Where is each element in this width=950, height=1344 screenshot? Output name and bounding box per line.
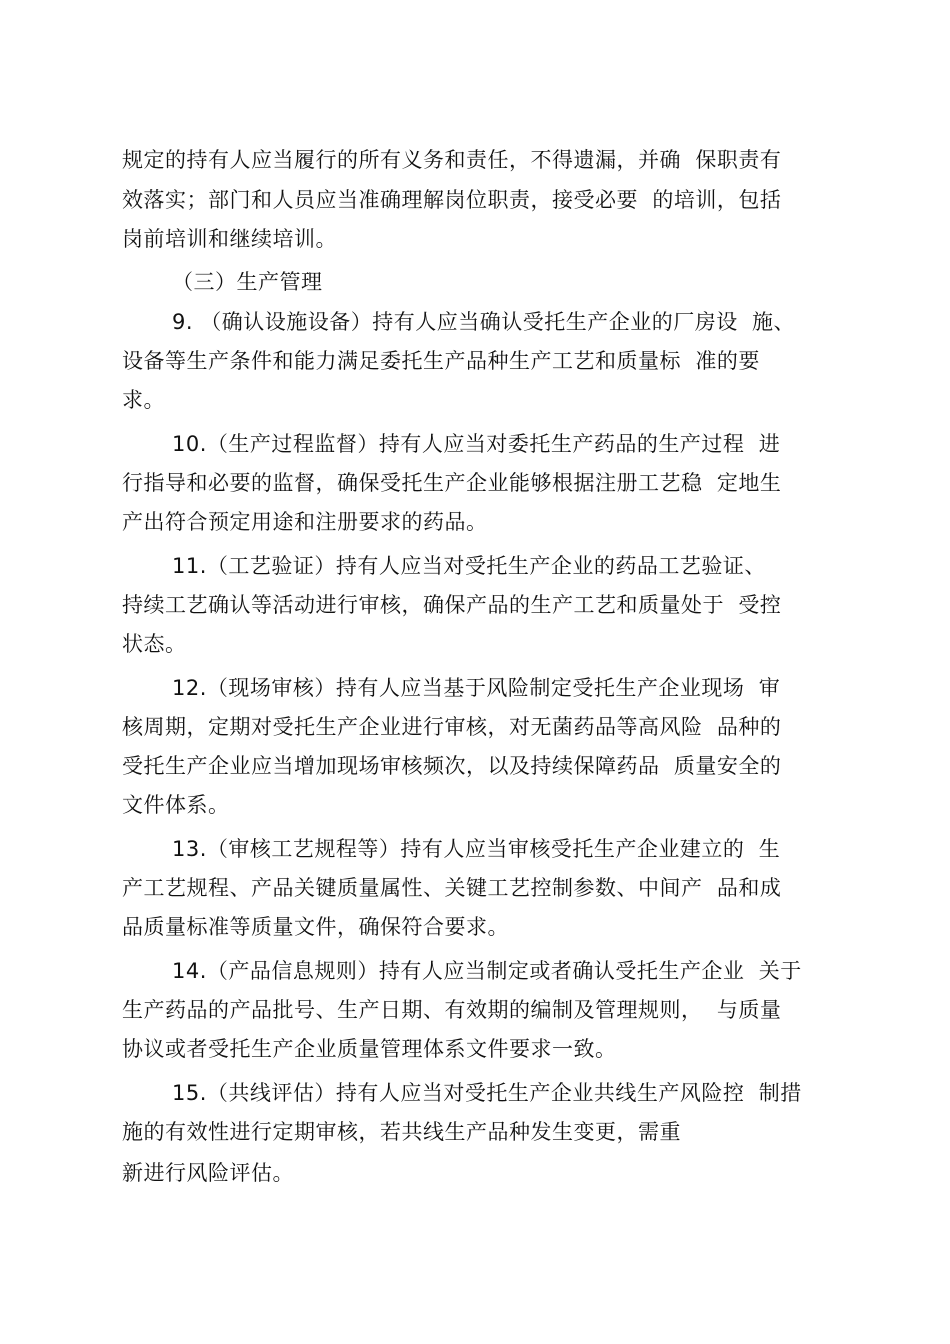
text-line: 文件体系。: [122, 793, 230, 817]
text-line: 品质量标准等质量文件，确保符合要求。: [122, 915, 509, 939]
paragraph-line: 10.（生产过程监督）持有人应当对委托生产药品的生产过程 进: [172, 432, 781, 456]
text-line: 协议或者受托生产企业质量管理体系文件要求一致。: [122, 1037, 617, 1061]
text-line: 规定的持有人应当履行的所有义务和责任，不得遗漏，并确 保职责有: [122, 148, 782, 172]
text-line: 施的有效性进行定期审核，若共线生产品种发生变更，需重: [122, 1120, 681, 1144]
text-line: 状态。: [122, 632, 187, 656]
paragraph-line: 14.（产品信息规则）持有人应当制定或者确认受托生产企业 关于: [172, 959, 802, 983]
text-line: 产工艺规程、产品关键质量属性、关键工艺控制参数、中间产 品和成: [122, 876, 782, 900]
section-heading: （三）生产管理: [172, 270, 323, 294]
text-line: 行指导和必要的监督，确保受托生产企业能够根据注册工艺稳 定地生: [122, 471, 782, 495]
paragraph-line: 11.（工艺验证）持有人应当对受托生产企业的药品工艺验证、: [172, 554, 766, 578]
text-line: 岗前培训和继续培训。: [122, 227, 337, 251]
paragraph-line: 15.（共线评估）持有人应当对受托生产企业共线生产风险控 制措: [172, 1081, 802, 1105]
paragraph-line: 12.（现场审核）持有人应当基于风险制定受托生产企业现场 审: [172, 676, 781, 700]
paragraph-line: 9. （确认设施设备）持有人应当确认受托生产企业的厂房设 施、: [172, 310, 796, 334]
paragraph-line: 13.（审核工艺规程等）持有人应当审核受托生产企业建立的 生: [172, 837, 781, 861]
text-line: 核周期，定期对受托生产企业进行审核，对无菌药品等高风险 品种的: [122, 715, 782, 739]
text-line: 持续工艺确认等活动进行审核，确保产品的生产工艺和质量处于 受控: [122, 593, 782, 617]
text-line: 生产药品的产品批号、生产日期、有效期的编制及管理规则， 与质量: [122, 998, 782, 1022]
text-line: 效落实；部门和人员应当准确理解岗位职责，接受必要 的培训，包括: [122, 188, 782, 212]
text-line: 设备等生产条件和能力满足委托生产品种生产工艺和质量标 准的要: [122, 349, 760, 373]
text-line: 新进行风险评估。: [122, 1161, 294, 1185]
text-line: 产出符合预定用途和注册要求的药品。: [122, 510, 488, 534]
text-line: 受托生产企业应当增加现场审核频次，以及持续保障药品 质量安全的: [122, 754, 782, 778]
text-line: 求。: [122, 388, 165, 412]
